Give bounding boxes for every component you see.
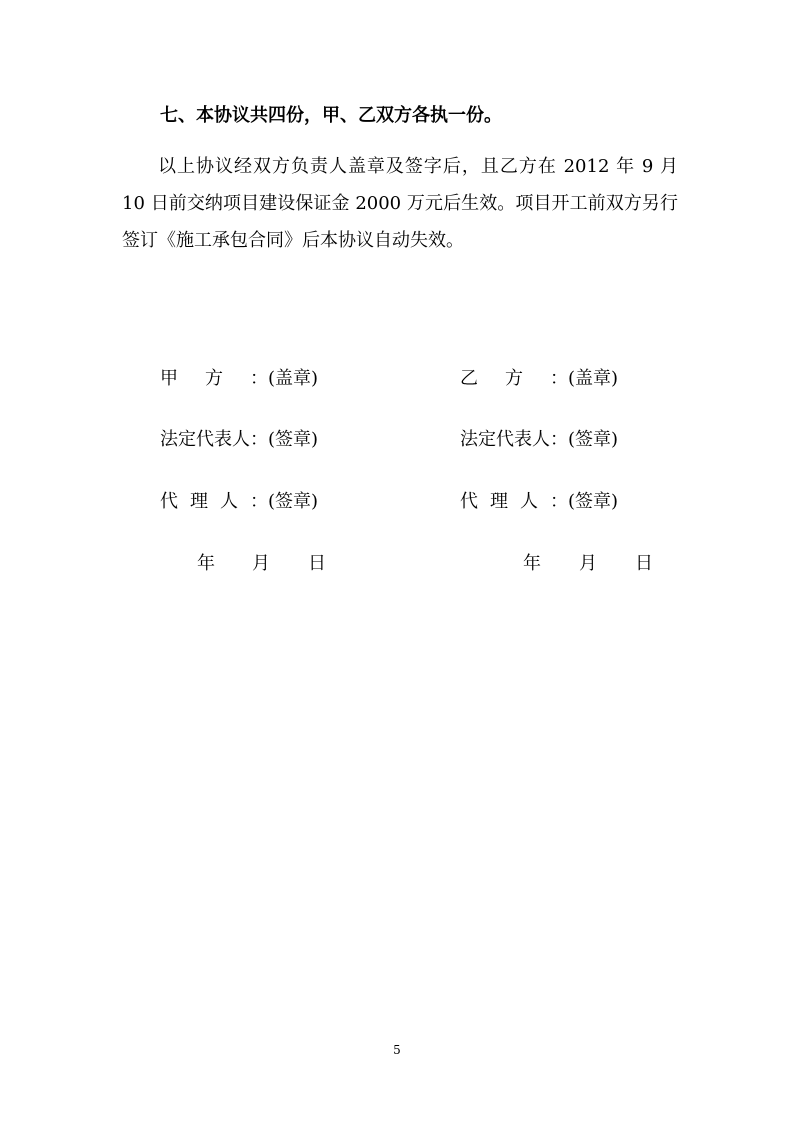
party-b-year: 年 — [523, 553, 541, 574]
party-a-rep-label: 法定代表人： — [160, 429, 268, 450]
party-a-rep-row — [160, 428, 318, 452]
party-a-agent-label: 代理人： — [160, 491, 268, 512]
party-b-rep-row — [460, 428, 618, 452]
party-a-party-value: (盖章) — [268, 368, 319, 389]
party-b-agent-value: (签章) — [568, 491, 619, 512]
party-b-agent-row — [460, 490, 618, 514]
party-b-day: 日 — [635, 553, 653, 574]
party-b-party-label: 乙方： — [460, 368, 568, 389]
party-a-month: 月 — [252, 553, 270, 574]
party-a-party-label: 甲方： — [160, 368, 268, 389]
party-b-rep-value: (签章) — [568, 429, 619, 450]
party-b-rep-label: 法定代表人： — [460, 429, 568, 450]
party-a-year: 年 — [197, 553, 215, 574]
clause-heading: 七、本协议共四份，甲、乙双方各执一份。 — [160, 105, 502, 126]
party-a-day: 日 — [308, 553, 326, 574]
party-a-party-row — [160, 367, 318, 391]
party-b-agent-label: 代理人： — [460, 491, 568, 512]
party-b-party-value: (盖章) — [568, 368, 619, 389]
party-a-agent-value: (签章) — [268, 491, 319, 512]
page-number: 5 — [393, 1043, 401, 1057]
party-b-party-row — [460, 367, 618, 391]
party-a-agent-row — [160, 490, 318, 514]
party-a-rep-value: (签章) — [268, 429, 319, 450]
party-b-date-row — [0, 552, 794, 576]
clause-body: 以上协议经双方负责人盖章及签字后，且乙方在 2012 年 9 月 10 日前交纳项目建设保证金 2000 万元后生效。项目开工前双方另行签订《施工承包合同》后本协议自动失效。 — [122, 156, 678, 251]
party-b-month: 月 — [579, 553, 597, 574]
